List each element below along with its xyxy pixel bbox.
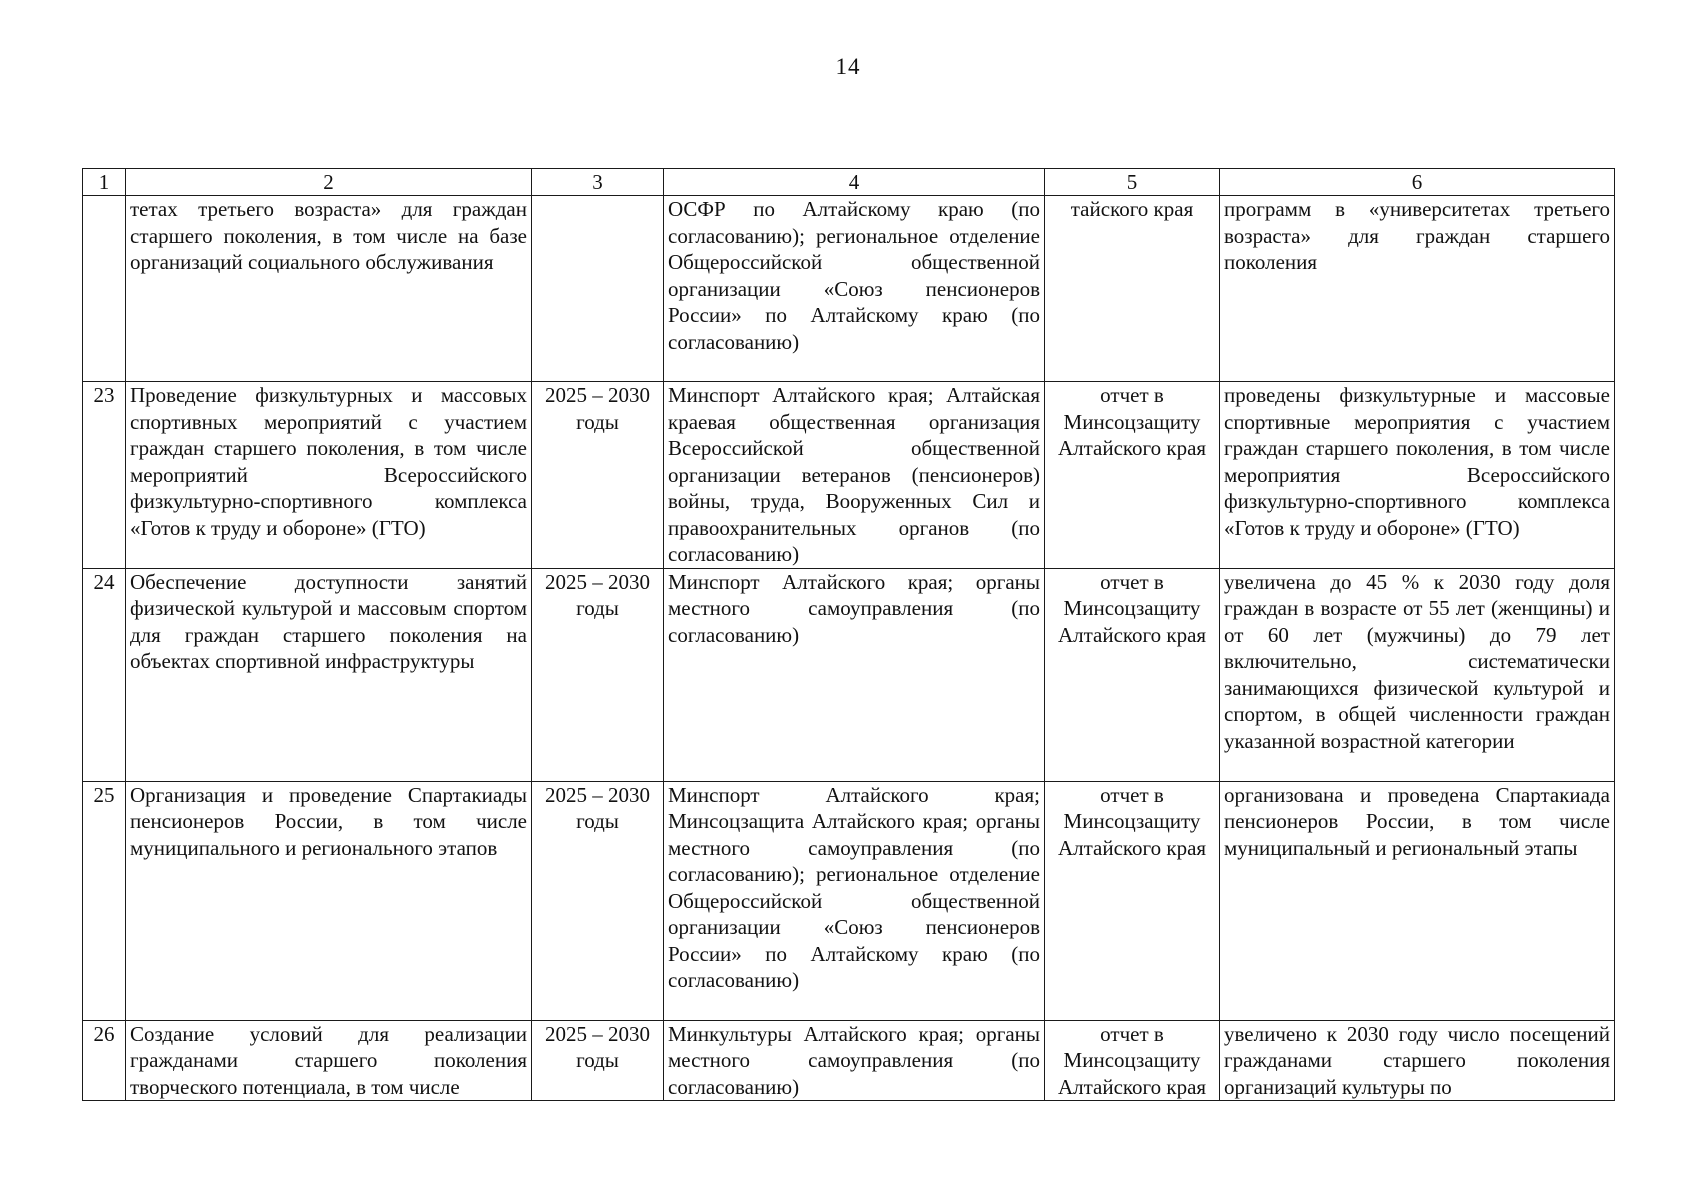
- executors-cell: Минкультуры Алтайского края; органы местного самоуправления (по согласованию): [664, 1020, 1045, 1101]
- period-cell: [532, 196, 664, 382]
- reporting-cell: тайского края: [1045, 196, 1220, 382]
- result-cell: увеличено к 2030 году число посещений гражданами старшего поколения организаций культуры по: [1220, 1020, 1615, 1101]
- executors-cell: Минспорт Алтайского края; Минсоцзащита Алтайского края; органы местного самоуправления (по согласованию); региональное отделение Общероссийской общественной организации «Союз пенсионеров России» по Алтайскому краю (по согласованию): [664, 781, 1045, 1020]
- table-row: [83, 781, 1615, 1020]
- result-cell: проведены физкультурные и массовые спортивные мероприятия с участием граждан старшего поколения, в том числе мероприятия Всероссийского физкультурно-спортивного комплекса «Готов к труду и обороне» (ГТО): [1220, 382, 1615, 569]
- period-cell: 2025 – 2030 годы: [532, 1020, 664, 1101]
- measures-table: [82, 168, 1615, 1101]
- header-col-4: 4: [664, 169, 1045, 196]
- table-row: [83, 568, 1615, 781]
- row-number: 24: [83, 568, 126, 781]
- row-number: 25: [83, 781, 126, 1020]
- result-cell: увеличена до 45 % к 2030 году доля граждан в возрасте от 55 лет (женщины) и от 60 лет (мужчины) до 79 лет включительно, систематически занимающихся физической культурой и спортом, в общей численности граждан указанной возрастной категории: [1220, 568, 1615, 781]
- executors-cell: Минспорт Алтайского края; органы местного самоуправления (по согласованию): [664, 568, 1045, 781]
- executors-cell: Минспорт Алтайского края; Алтайская краевая общественная организация Всероссийской общественной организации ветеранов (пенсионеров) войны, труда, Вооруженных Сил и правоохранительных органов (по согласованию): [664, 382, 1045, 569]
- measure-cell: Проведение физкультурных и массовых спортивных мероприятий с участием граждан старшего поколения, в том числе мероприятий Всероссийского физкультурно-спортивного комплекса «Готов к труду и обороне» (ГТО): [126, 382, 532, 569]
- period-cell: 2025 – 2030 годы: [532, 568, 664, 781]
- period-cell: 2025 – 2030 годы: [532, 781, 664, 1020]
- reporting-cell: отчет в Минсоцзащиту Алтайского края: [1045, 382, 1220, 569]
- table-row: [83, 382, 1615, 569]
- page-number: 14: [835, 54, 861, 79]
- header-col-2: 2: [126, 169, 532, 196]
- measure-cell: тетах третьего возраста» для граждан старшего поколения, в том числе на базе организаций социального обслуживания: [126, 196, 532, 382]
- header-col-1: 1: [83, 169, 126, 196]
- table-row: [83, 1020, 1615, 1101]
- result-cell: организована и проведена Спартакиада пенсионеров России, в том числе муниципальный и региональный этапы: [1220, 781, 1615, 1020]
- table-row: [83, 196, 1615, 382]
- measure-cell: Организация и проведение Спартакиады пенсионеров России, в том числе муниципального и регионального этапов: [126, 781, 532, 1020]
- row-number: [83, 196, 126, 382]
- header-col-3: 3: [532, 169, 664, 196]
- reporting-cell: отчет в Минсоцзащиту Алтайского края: [1045, 568, 1220, 781]
- table-header-row: [83, 169, 1615, 196]
- period-cell: 2025 – 2030 годы: [532, 382, 664, 569]
- row-number: 23: [83, 382, 126, 569]
- row-number: 26: [83, 1020, 126, 1101]
- result-cell: программ в «университетах третьего возраста» для граждан старшего поколения: [1220, 196, 1615, 382]
- header-col-5: 5: [1045, 169, 1220, 196]
- measure-cell: Создание условий для реализации гражданами старшего поколения творческого потенциала, в том числе: [126, 1020, 532, 1101]
- executors-cell: ОСФР по Алтайскому краю (по согласованию); региональное отделение Общероссийской общественной организации «Союз пенсионеров России» по Алтайскому краю (по согласованию): [664, 196, 1045, 382]
- measure-cell: Обеспечение доступности занятий физической культурой и массовым спортом для граждан старшего поколения на объектах спортивной инфраструктуры: [126, 568, 532, 781]
- reporting-cell: отчет в Минсоцзащиту Алтайского края: [1045, 1020, 1220, 1101]
- reporting-cell: отчет в Минсоцзащиту Алтайского края: [1045, 781, 1220, 1020]
- header-col-6: 6: [1220, 169, 1615, 196]
